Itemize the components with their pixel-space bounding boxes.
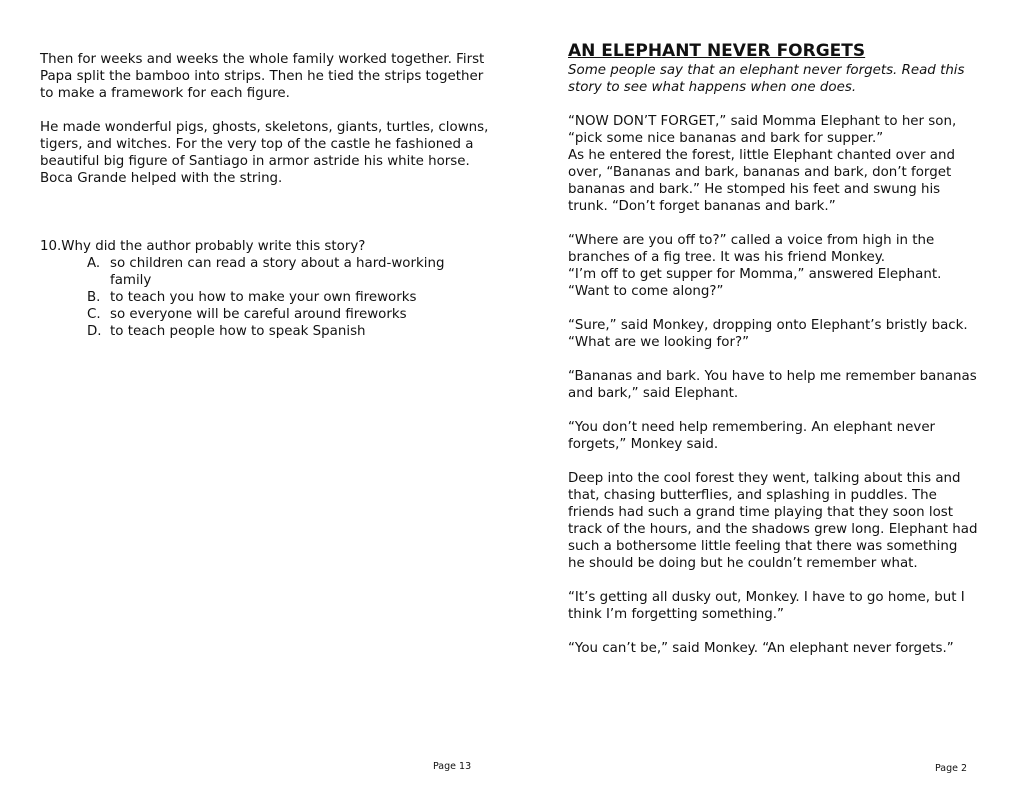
- story-paragraph: “NOW DON’T FORGET,” said Momma Elephant to her son, “pick some nice bananas and bark for supper.”: [568, 114, 957, 146]
- choice-text: so children can read a story about a hard-working family: [110, 256, 445, 288]
- story-paragraph: Then for weeks and weeks the whole family worked together. First Papa split the bamboo into strips. Then he tied the strips together to make a framework for each figure.: [40, 52, 485, 101]
- left-column: [40, 51, 490, 340]
- right-page: [512, 0, 1024, 791]
- story-title: AN ELEPHANT NEVER FORGETS: [568, 41, 866, 61]
- choice-b: [87, 289, 490, 306]
- story-paragraph: “You can’t be,” said Monkey. “An elephant never forgets.”: [568, 641, 954, 656]
- choice-d: [87, 323, 490, 340]
- choice-c: [87, 306, 490, 323]
- choice-text: to teach you how to make your own fireworks: [110, 290, 417, 305]
- question-10: [40, 238, 490, 255]
- page-number: Page 2: [935, 763, 968, 774]
- story-subtitle: Some people say that an elephant never forgets. Read this story to see what happens when one does.: [568, 63, 965, 95]
- story-paragraph: “Where are you off to?” called a voice from high in the branches of a fig tree. It was his friend Monkey.: [568, 233, 935, 265]
- choice-letter: B.: [87, 290, 101, 305]
- story-paragraph: “Bananas and bark. You have to help me remember bananas and bark,” said Elephant.: [568, 369, 977, 401]
- story-paragraph: “Sure,” said Monkey, dropping onto Elephant’s bristly back. “What are we looking for?”: [568, 318, 968, 350]
- question-number: 10.: [40, 239, 62, 254]
- story-paragraph: “It’s getting all dusky out, Monkey. I have to go home, but I think I’m forgetting something.”: [568, 590, 965, 622]
- choice-letter: D.: [87, 324, 102, 339]
- choice-text: to teach people how to speak Spanish: [110, 324, 366, 339]
- right-column: [568, 41, 978, 657]
- choice-letter: C.: [87, 307, 101, 322]
- page-number: Page 13: [433, 761, 472, 772]
- story-paragraph: “I’m off to get supper for Momma,” answered Elephant. “Want to come along?”: [568, 267, 942, 299]
- choice-letter: A.: [87, 256, 101, 271]
- story-paragraph: He made wonderful pigs, ghosts, skeletons, giants, turtles, clowns, tigers, and witches. For the very top of the castle he fashioned a beautiful big figure of Santiago in armor astride his white horse. Boca Grande helped with the string.: [40, 120, 489, 186]
- story-paragraph: “You don’t need help remembering. An elephant never forgets,” Monkey said.: [568, 420, 936, 452]
- choice-a: [87, 255, 490, 289]
- answer-choices: [40, 255, 490, 340]
- story-paragraph: As he entered the forest, little Elephant chanted over and over, “Bananas and bark, bananas and bark, don’t forget bananas and bark.” He stomped his feet and swung his trunk. “Don’t forget bananas and bark.”: [568, 148, 955, 214]
- story-paragraph: Deep into the cool forest they went, talking about this and that, chasing butterflies, and splashing in puddles. The friends had such a grand time playing that they soon lost track of the hours, and the shadows grew long. Elephant had such a bothersome little feeling that there was something he should be doing but he couldn’t remember what.: [568, 471, 978, 571]
- question-text: Why did the author probably write this story?: [61, 239, 366, 254]
- choice-text: so everyone will be careful around fireworks: [110, 307, 407, 322]
